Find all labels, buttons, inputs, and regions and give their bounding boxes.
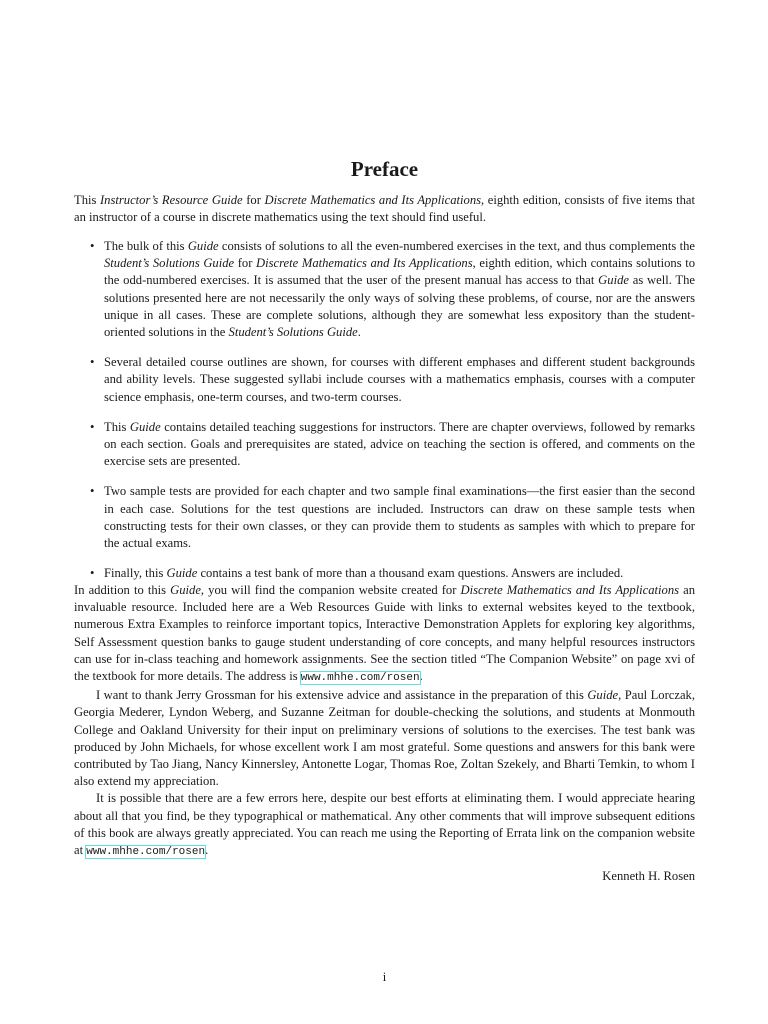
emphasis: Guide [187,239,219,253]
item-text: The bulk of this [104,239,188,253]
paragraph-text: I want to thank Jerry Grossman for his extensive advice and assistance in the preparation of this [96,688,588,703]
item-text: contains detailed teaching suggestions for instructors. There are chapter overviews, followed by remarks on each section. Goals and prerequisites are stated, advice on teaching the section is offered, and comments on the exercise sets are presented. [104,419,695,469]
emphasis: Guide [166,566,198,581]
bullet: • [90,566,95,581]
emphasis: Discrete Mathematics and Its Applications [256,256,473,271]
paragraph-text: an invaluable resource. Included here are a Web Resources Guide with links to external websites keyed to the textbook, numerous Extra Examples to reinforce important topics, Interactive Demonstration Applets for exploring key algorithms, Self Assessment question banks to gauge student understanding of core concepts, and many helpful resources instructors can use for in-class teaching and homework assignments. See the section titled “The Companion Website” on page xvi of the textbook for more details. The address is [74,583,695,684]
book-title-emphasis: Discrete Mathematics and Its Applications [264,193,482,207]
intro-text: for [242,193,265,207]
item-text: consists of solutions to all the even-numbered exercises in the text, and thus complements the [218,239,696,253]
paragraph-text: In addition to this [74,583,171,597]
emphasis: Guide [598,273,629,288]
emphasis: Discrete Mathematics and Its Applications [460,583,680,597]
book-title-emphasis: Instructor’s Resource Guide [99,193,243,207]
item-text: , eighth edition, which contains solutions to the odd-numbered exercises. It is assumed that the user of the present manual has access to that [104,256,696,288]
emphasis: Guide [129,419,161,434]
paragraph-text: . [205,843,209,858]
item-text: Several detailed course outlines are shown, for courses with different emphases and different student backgrounds and ability levels. These suggested syllabi include courses with a mathematics emphasis, courses with a computer science emphasis, one-term courses, and two-term courses. [104,355,695,404]
paragraph-text: It is possible that there are a few errors here, despite our best efforts at eliminating them. I would appreciate hearing about all that you find, be they typographical or mathematical. Any other comments that will improve subsequent editions of this book are always greatly appreciated. You can reach me using the Reporting of Errata link on the companion website at [74,791,695,858]
list-item-course-outlines [74,354,695,406]
item-text: as well. The solutions presented here are not necessarily the only ways of solving these problems, of course, nor are the answers unique in all cases. These are complete solutions, although they are somewhat less expository than the student-oriented solutions in the [104,273,695,340]
item-text: contains a test bank of more than a thousand exam questions. Answers are included. [197,566,624,581]
errata-paragraph [74,790,695,861]
item-text: Two sample tests are provided for each chapter and two sample final examinations—the first easier than the second in each case. Solutions for the test questions are included. Instructors can draw on these sample tests when constructing tests for their own classes, or they can provide them to students as samples with which to prepare for the actual exams. [104,484,695,551]
bullet: • [90,484,95,499]
bullet: • [90,355,95,370]
companion-website-paragraph [74,582,695,687]
intro-text: This [74,193,100,207]
contents-list [74,238,695,595]
intro-paragraph [74,192,695,226]
item-text: This [104,419,130,434]
page-title: Preface [350,157,419,181]
body-text [74,582,695,861]
paragraph-text: , Paul Lorczak, Georgia Mederer, Lyndon Weberg, and Suzanne Zeitman for double-checking the solutions, and students at Monmouth College and Oakland University for their input on preliminary versions of solutions to the exercises. The test bank was produced by John Michaels, for whose excellent work I am most grateful. Some questions and answers for this bank were contributed by Tao Jiang, Nancy Kinnersley, Antonette Logar, Thomas Roe, Zoltan Szekely, and Bharti Temkin, to whom I also extend my appreciation. [74,688,695,789]
item-text: Finally, this [104,566,167,581]
item-text: for [234,256,257,271]
list-item-solutions [74,238,695,341]
item-text: . [357,325,361,340]
bullet: • [90,239,95,253]
page-number: i [382,970,387,984]
emphasis: Guide [587,688,619,703]
paragraph-text: . [419,669,423,684]
bullet: • [90,419,95,434]
paragraph-text: , you will find the companion website created for [200,583,461,597]
emphasis: Student’s Solutions Guide [228,325,358,340]
list-item-test-bank [74,565,695,582]
companion-website-link[interactable]: www.mhhe.com/rosen [300,672,420,685]
errata-website-link[interactable]: www.mhhe.com/rosen [86,846,206,859]
emphasis: Student’s Solutions Guide [104,256,235,271]
acknowledgements-paragraph [74,687,695,790]
list-item-sample-tests [74,483,695,552]
emphasis: Guide [170,583,201,597]
list-item-teaching-suggestions [74,419,695,471]
author-signature: Kenneth H. Rosen [602,869,695,883]
intro-text: , eighth edition, consists of five items that an instructor of a course in discrete mathematics using the text should find useful. [74,193,695,225]
